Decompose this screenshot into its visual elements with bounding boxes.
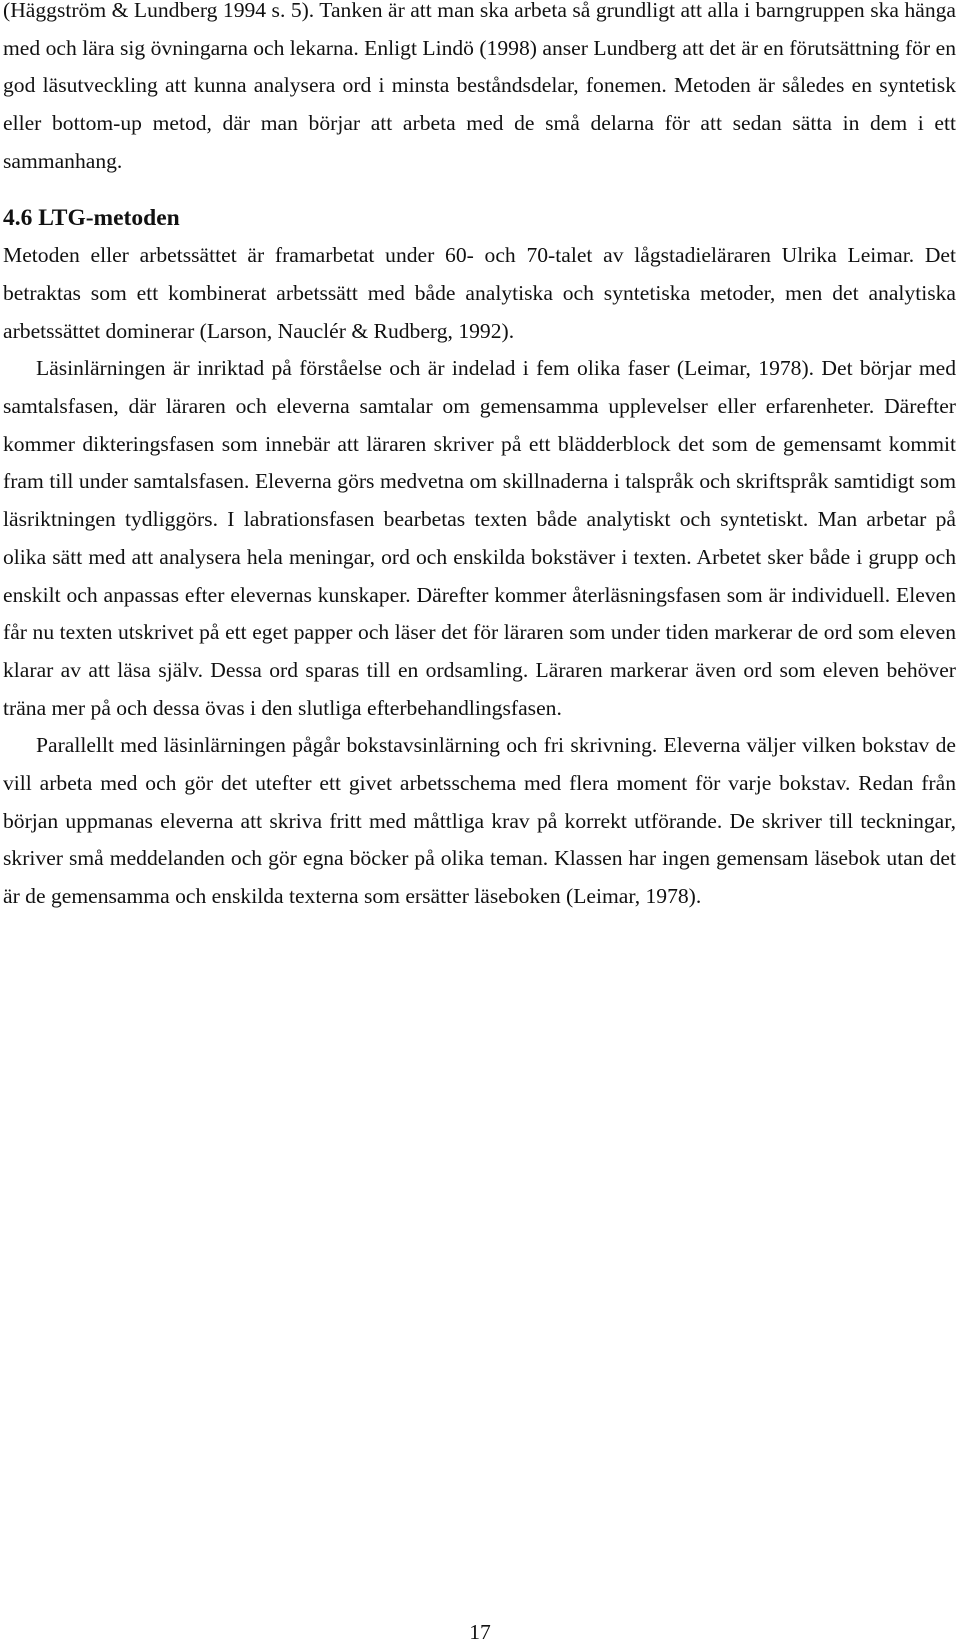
paragraph-ltg-phases: Läsinlärningen är inriktad på förståelse och är indelad i fem olika faser (Leimar, 1978). Det börjar med samtalsfasen, där läraren och eleverna samtalar om gemensamma upplevelser eller erfarenheter. Därefter kommer dikteringsfasen som innebär att läraren skriver på ett blädderblock det som de gemensamt kommit fram till under samtalsfasen. Eleverna görs medvetna om skillnaderna i talspråk och skriftspråk samtidigt som läsriktningen tydliggörs. I labrationsfasen bearbetas texten både analytiskt och syntetiskt. Man arbetar på olika sätt med att analysera hela meningar, ord och enskilda bokstäver i texten. Arbetet sker både i grupp och enskilt och anpassas efter elevernas kunskaper. Därefter kommer återläsningsfasen som är individuell. Eleven får nu texten utskrivet på ett eget papper och läser det för läraren som under tiden markerar de ord som eleven klarar av att läsa själv. Dessa ord sparas till en ordsamling. Läraren markerar även ord som eleven behöver träna mer på och dessa övas i den slutliga efterbehandlingsfasen. xyxy=(3,356,956,720)
paragraph-ltg-letters: Parallellt med läsinlärningen pågår bokstavsinlärning och fri skrivning. Eleverna väljer vilken bokstav de vill arbeta med och gör det utefter ett givet arbetsschema med flera moment för varje bokstav. Redan från början uppmanas eleverna att skriva fritt med måttliga krav på korrekt utförande. De skriver till teckningar, skriver små meddelanden och gör egna böcker på olika teman. Klassen har ingen gemensam läsebok utan det är de gemensamma och enskilda texterna som ersätter läseboken (Leimar, 1978). xyxy=(3,733,956,909)
section-heading: 4.6 LTG-metoden xyxy=(3,204,180,231)
paragraph-lundberg-continuation: (Häggström & Lundberg 1994 s. 5). Tanken är att man ska arbeta så grundligt att alla i barngruppen ska hänga med och lära sig övningarna och lekarna. Enligt Lindö (1998) anser Lundberg att det är en förutsättning för en god läsutveckling att kunna analysera ord i minsta beståndsdelar, fonemen. Metoden är således en syntetisk eller bottom-up metod, där man börjar att arbeta med de små delarna för att sedan sätta in dem i ett sammanhang. xyxy=(3,0,956,173)
page-number: 17 xyxy=(469,1620,491,1644)
paragraph-ltg-intro: Metoden eller arbetssättet är framarbetat under 60- och 70-talet av lågstadieläraren Ulrika Leimar. Det betraktas som ett kombinerat arbetssätt med både analytiska och syntetiska metoder, men det analytiska arbetssättet dominerar (Larson, Nauclér & Rudberg, 1992). xyxy=(3,243,956,343)
body-text xyxy=(3,0,956,916)
